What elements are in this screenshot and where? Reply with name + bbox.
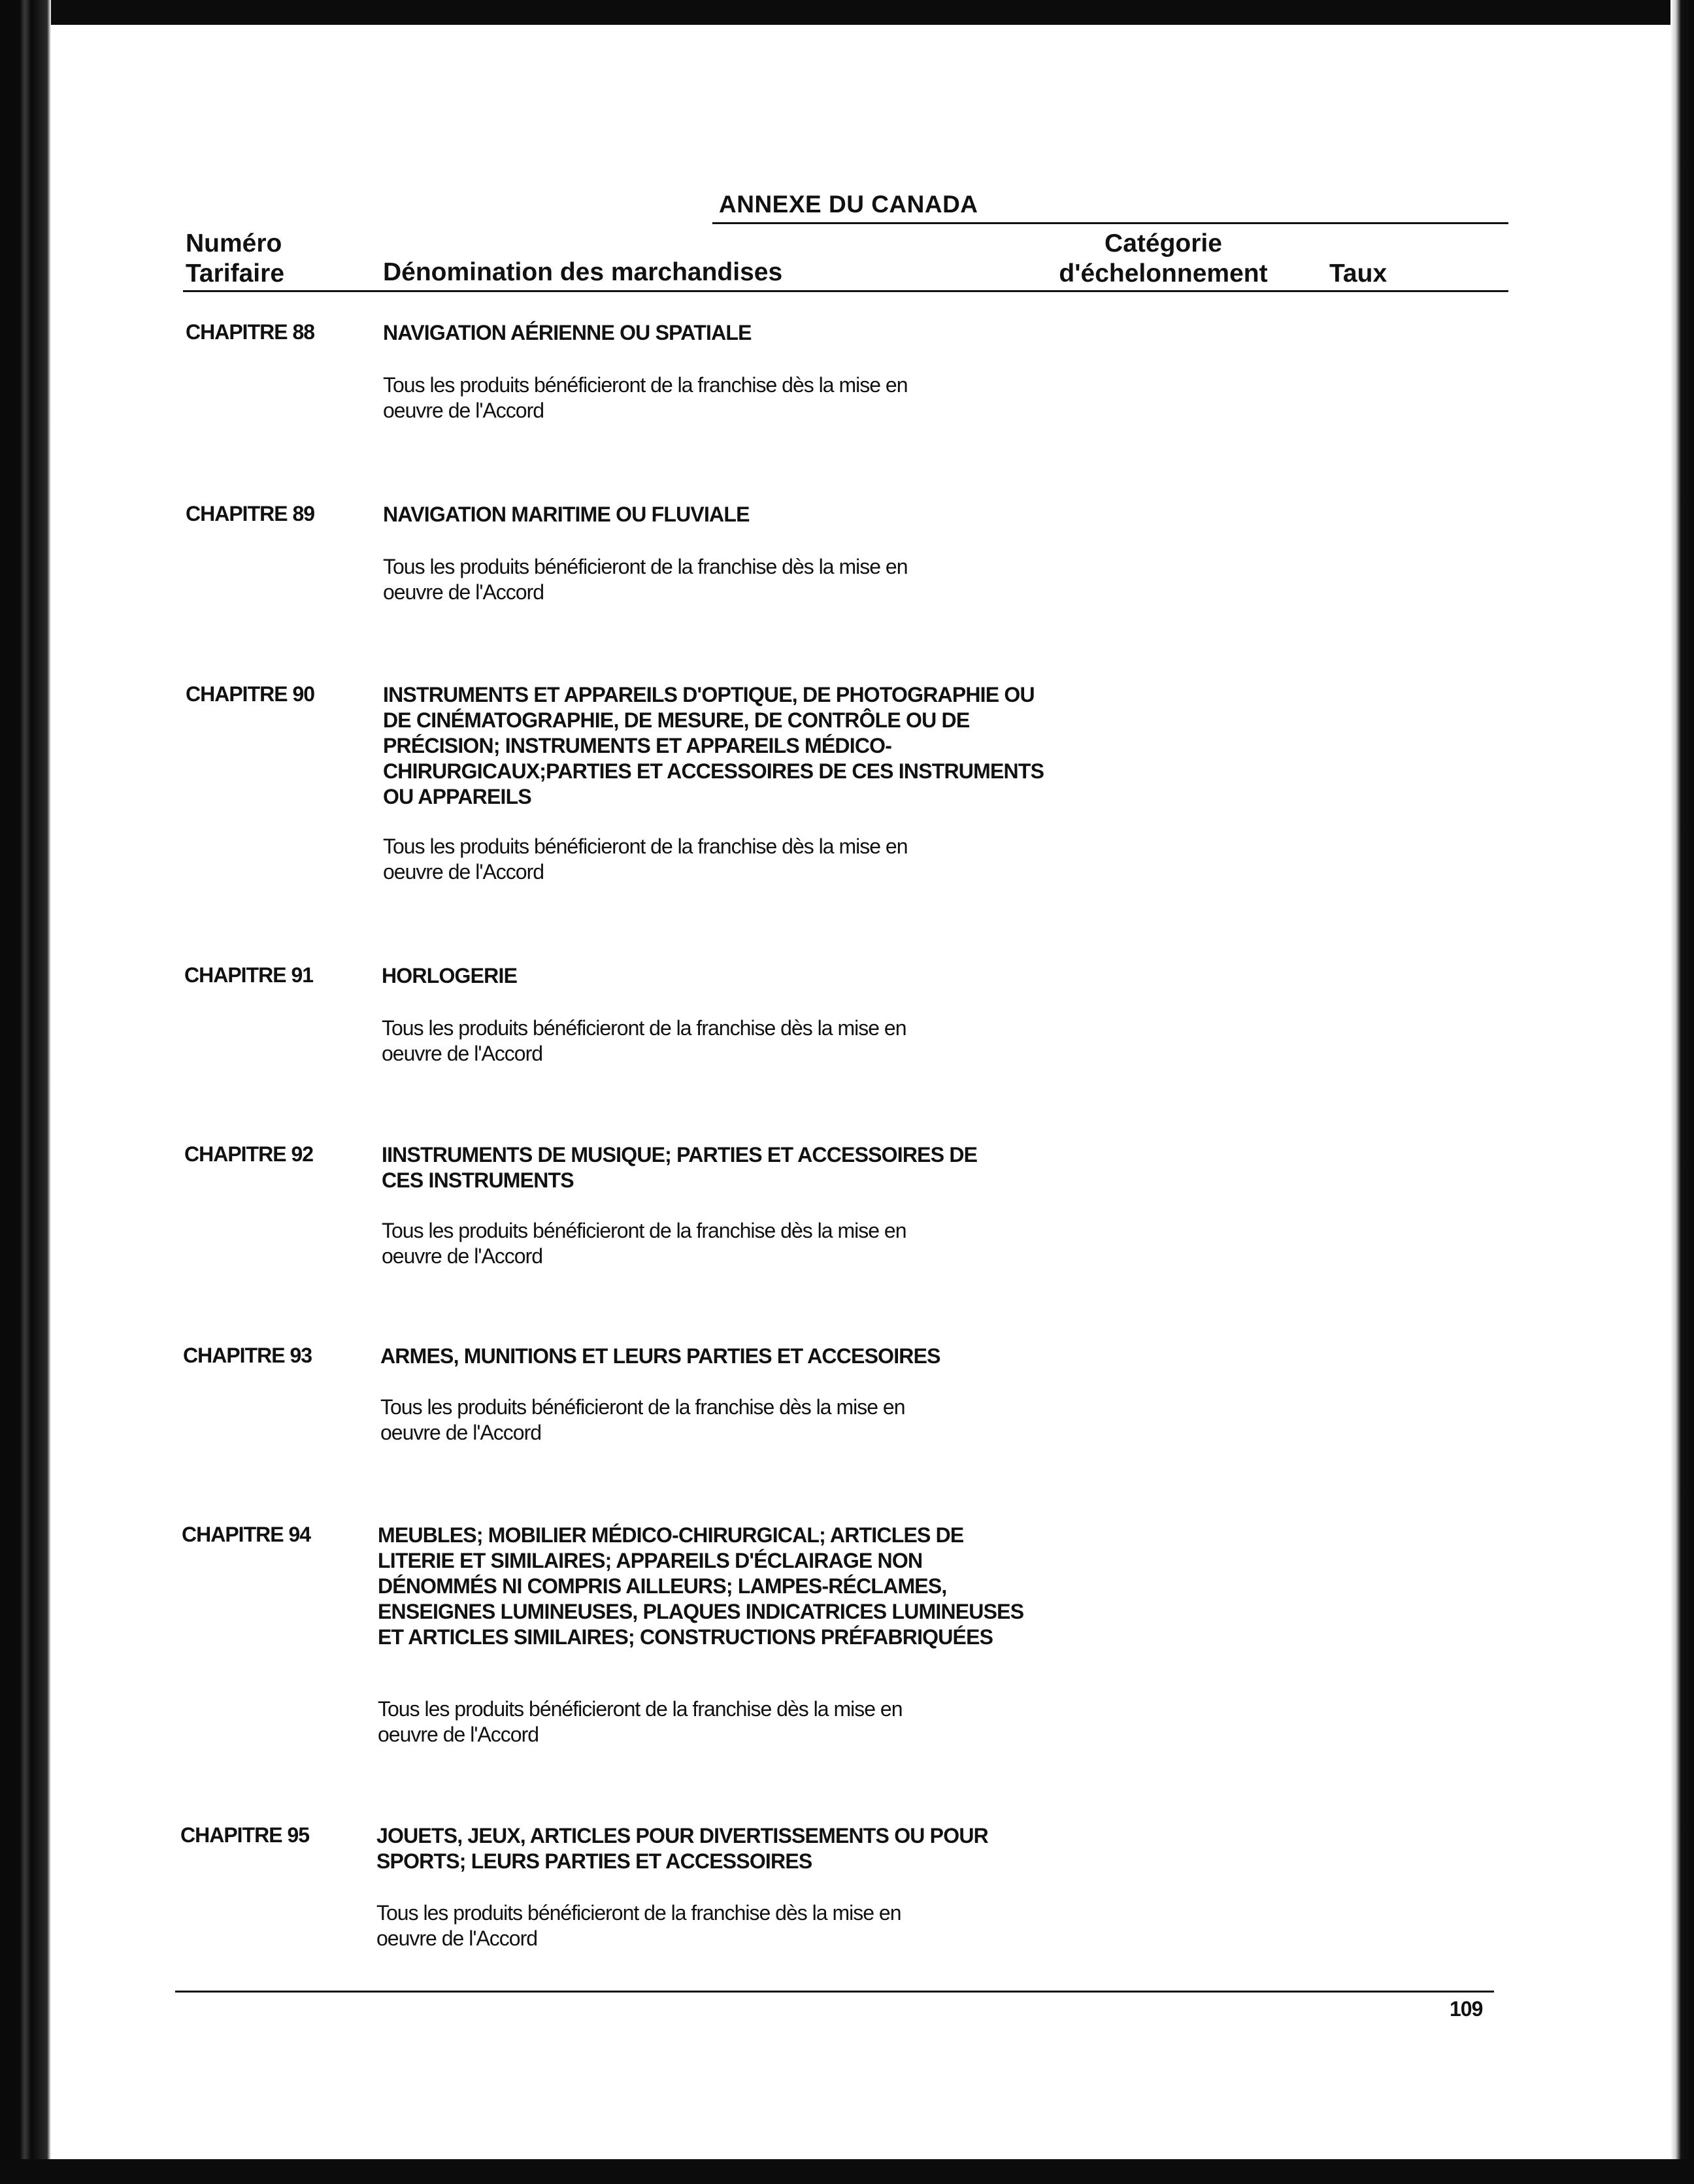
chapter-number: CHAPITRE 89 <box>186 502 315 525</box>
column-header-description: Dénomination des marchandises <box>383 258 783 286</box>
chapter-note-line: oeuvre de l'Accord <box>383 860 544 884</box>
chapter-note-line: Tous les produits bénéficieront de la franchise dès la mise en <box>380 1395 905 1419</box>
chapter-note-line: oeuvre de l'Accord <box>380 1421 542 1444</box>
chapter-note-line: Tous les produits bénéficieront de la franchise dès la mise en <box>376 1901 901 1925</box>
chapter-note-line: oeuvre de l'Accord <box>382 1244 543 1268</box>
column-header-staging-category <box>1059 229 1268 289</box>
chapter-note-line: Tous les produits bénéficieront de la franchise dès la mise en <box>382 1016 906 1040</box>
chapter-note-line: Tous les produits bénéficieront de la franchise dès la mise en <box>378 1697 903 1721</box>
chapter-title: NAVIGATION MARITIME OU FLUVIALE <box>383 503 750 526</box>
chapter-note-line: oeuvre de l'Accord <box>383 399 544 422</box>
column-header-rate: Taux <box>1329 259 1387 288</box>
header-rule <box>183 290 1508 292</box>
chapter-note <box>383 372 971 423</box>
column-header-tariff-number-line-2: Tarifaire <box>186 259 285 288</box>
scan-border-top <box>0 0 1694 25</box>
chapter-number: CHAPITRE 93 <box>183 1344 312 1367</box>
column-header-tariff-number-line-1: Numéro <box>186 229 282 257</box>
chapter-number: CHAPITRE 91 <box>184 963 314 987</box>
scan-border-left <box>0 0 51 2184</box>
chapter-note-line: oeuvre de l'Accord <box>378 1723 539 1746</box>
chapter-title: IINSTRUMENTS DE MUSIQUE; PARTIES ET ACCESSOIRES DE CES INSTRUMENTS <box>382 1143 978 1192</box>
chapter-title: INSTRUMENTS ET APPAREILS D'OPTIQUE, DE PHOTOGRAPHIE OU DE CINÉMATOGRAPHIE, DE MESURE, DE CONTRÔLE OU DE PRÉCISION; INSTRUMENTS ET APPAREILS MÉDICO-CHIRURGICAUX;PARTIES ET ACCESSOIRES DE CES INSTRUMENTS OU APPAREILS <box>383 683 1044 808</box>
column-header-staging-category-line-2: d'échelonnement <box>1059 259 1268 288</box>
chapter-title: NAVIGATION AÉRIENNE OU SPATIALE <box>383 321 752 344</box>
chapter-note <box>380 1395 969 1446</box>
chapter-title: JOUETS, JEUX, ARTICLES POUR DIVERTISSEMENTS OU POUR SPORTS; LEURS PARTIES ET ACCESSOIRES <box>376 1824 988 1873</box>
chapter-note-line: oeuvre de l'Accord <box>383 580 544 604</box>
chapter-title: MEUBLES; MOBILIER MÉDICO-CHIRURGICAL; ARTICLES DE LITERIE ET SIMILAIRES; APPAREILS D'ÉCLAIRAGE NON DÉNOMMÉS NI COMPRIS AILLEURS; LAMPES-RÉCLAMES, ENSEIGNES LUMINEUSES, PLAQUES INDICATRICES LUMINEUSES ET ARTICLES SIMILAIRES; CONSTRUCTIONS PRÉFABRIQUÉES <box>378 1523 1024 1649</box>
chapter-number: CHAPITRE 90 <box>186 682 315 706</box>
chapter-note <box>382 1016 970 1067</box>
scan-border-bottom <box>0 2159 1694 2184</box>
chapter-title: ARMES, MUNITIONS ET LEURS PARTIES ET ACCESOIRES <box>380 1344 940 1368</box>
chapter-number: CHAPITRE 95 <box>180 1823 310 1847</box>
annex-title: ANNEXE DU CANADA <box>719 191 978 218</box>
chapter-note-line: Tous les produits bénéficieront de la franchise dès la mise en <box>383 373 908 397</box>
chapter-note <box>376 1900 965 1951</box>
chapter-number: CHAPITRE 88 <box>186 320 315 344</box>
column-header-tariff-number <box>186 229 284 289</box>
chapter-note-line: oeuvre de l'Accord <box>382 1042 543 1065</box>
chapter-note-line: oeuvre de l'Accord <box>376 1927 538 1950</box>
chapter-note <box>378 1696 966 1747</box>
column-header-staging-category-line-1: Catégorie <box>1104 229 1222 257</box>
chapter-note <box>383 834 971 885</box>
footer-rule <box>175 1991 1494 1993</box>
title-rule <box>712 222 1508 224</box>
page-number: 109 <box>1450 1997 1483 2021</box>
chapter-note-line: Tous les produits bénéficieront de la franchise dès la mise en <box>382 1219 906 1242</box>
chapter-note-line: Tous les produits bénéficieront de la franchise dès la mise en <box>383 835 908 858</box>
chapter-number: CHAPITRE 94 <box>182 1523 311 1546</box>
chapter-note-line: Tous les produits bénéficieront de la franchise dès la mise en <box>383 555 908 578</box>
chapter-title: HORLOGERIE <box>382 964 518 987</box>
chapter-note <box>383 554 971 605</box>
scan-border-right <box>1670 0 1694 2184</box>
chapter-number: CHAPITRE 92 <box>184 1142 314 1166</box>
chapter-note <box>382 1218 970 1269</box>
